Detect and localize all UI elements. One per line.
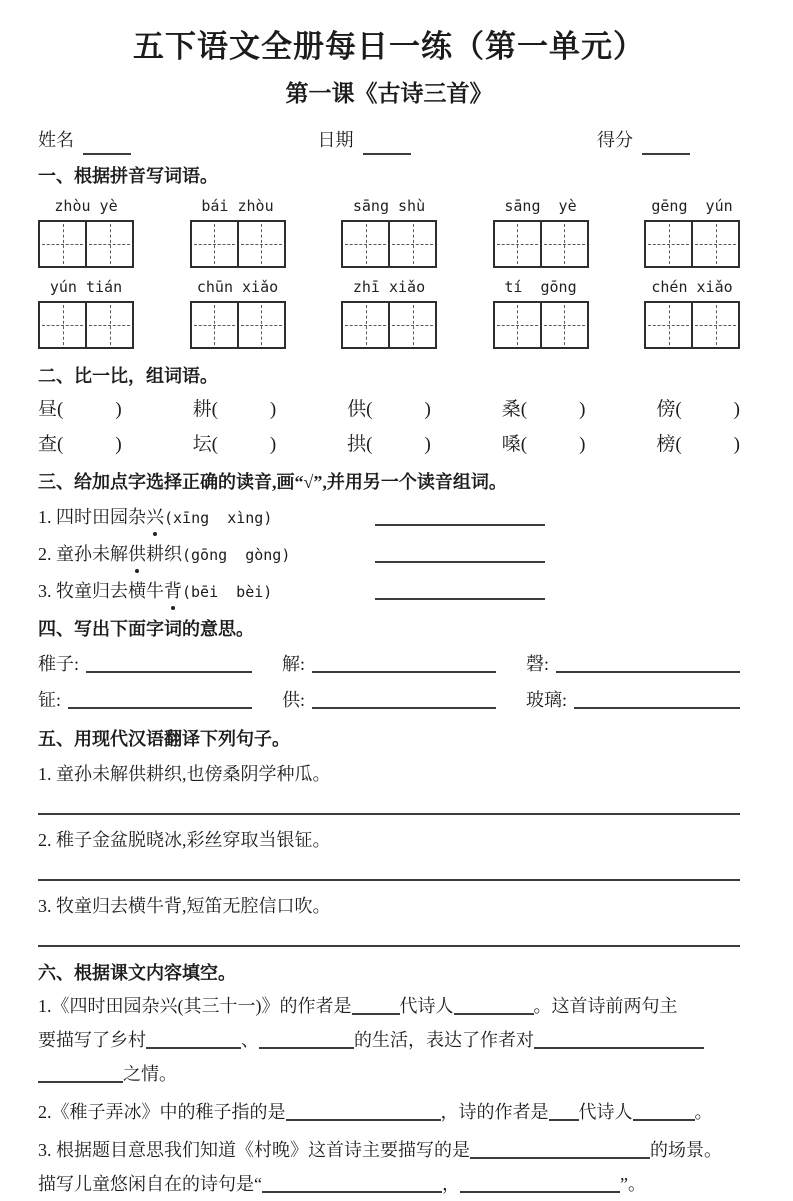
- fill-line: [38, 1133, 740, 1167]
- answer-blank[interactable]: [262, 1177, 442, 1193]
- compare-char: 嗓: [501, 434, 521, 455]
- open-paren: (: [366, 434, 373, 455]
- writing-grid[interactable]: [341, 301, 437, 349]
- section5-heading: 五、用现代汉语翻译下列句子。: [38, 729, 290, 749]
- definition-label: 供:: [282, 690, 306, 710]
- definition-cell: [38, 687, 252, 713]
- word-compare-cell: [193, 397, 277, 423]
- pronunciation-question-1: [38, 503, 740, 531]
- pinyin-grid-unit: [190, 277, 286, 349]
- fill-text: 的场景。: [650, 1140, 722, 1160]
- close-paren: ): [269, 434, 277, 455]
- writing-grid[interactable]: [38, 301, 134, 349]
- open-paren: (: [211, 399, 218, 420]
- answer-line[interactable]: [38, 879, 740, 881]
- fill-text: 。: [694, 1102, 713, 1122]
- definition-label: 钲:: [38, 690, 62, 710]
- translation-item-2: [38, 827, 740, 881]
- pronunciation-question-3: [38, 577, 740, 605]
- definition-cell: [282, 687, 496, 713]
- close-paren: ): [115, 399, 122, 420]
- pinyin-options: (gōng gòng): [182, 546, 291, 564]
- question-text: 童孙未解: [56, 544, 128, 564]
- pinyin-grid-unit: [38, 196, 134, 268]
- close-paren: ): [579, 399, 586, 420]
- compare-char: 桑: [501, 399, 521, 420]
- answer-blank[interactable]: [534, 1033, 704, 1049]
- word-compare-cell: [502, 432, 586, 458]
- answer-blank[interactable]: [375, 598, 545, 600]
- fill-text: 。这首诗前两句主: [533, 996, 678, 1016]
- compare-char: 供: [347, 399, 367, 420]
- definition-row-2: [38, 687, 740, 713]
- close-paren: ): [579, 434, 586, 455]
- sentence-text: 1. 童孙未解供耕织,也傍桑阴学种瓜。: [38, 764, 331, 784]
- compare-char: 耕: [192, 399, 212, 420]
- word-compare-cell: [347, 397, 431, 423]
- compare-char: 傍: [656, 399, 676, 420]
- pinyin-grid-unit: [644, 196, 740, 268]
- close-paren: ): [115, 434, 122, 455]
- fill-text: ，: [442, 1174, 460, 1194]
- compare-char: 坛: [192, 434, 212, 455]
- section1-heading: 一、根据拼音写词语。: [38, 166, 218, 186]
- word-compare-row-1: [38, 397, 740, 423]
- answer-blank[interactable]: [68, 707, 252, 709]
- section3-heading: 三、给加点字选择正确的读音,画“√”,并用另一个读音组词。: [38, 472, 507, 492]
- answer-blank[interactable]: [470, 1143, 650, 1159]
- definition-cell: [526, 687, 740, 713]
- fill-text: ”。: [620, 1174, 646, 1194]
- open-paren: (: [57, 399, 64, 420]
- answer-blank[interactable]: [352, 999, 400, 1015]
- writing-grid[interactable]: [644, 301, 740, 349]
- score-label: 得分: [597, 130, 633, 150]
- writing-grid[interactable]: [493, 301, 589, 349]
- pinyin-grid-unit: [341, 277, 437, 349]
- open-paren: (: [520, 399, 528, 420]
- fill-line: [38, 1167, 740, 1201]
- fill-line: [38, 1023, 740, 1057]
- compare-char: 昼: [38, 399, 58, 420]
- date-label: 日期: [317, 130, 354, 150]
- close-paren: ): [733, 434, 740, 455]
- word-compare-cell: [656, 432, 740, 458]
- writing-grid[interactable]: [493, 220, 589, 268]
- name-field: [38, 126, 131, 152]
- dotted-char: 供: [128, 540, 146, 568]
- open-paren: (: [675, 434, 682, 455]
- compare-char: 查: [38, 434, 58, 455]
- definition-label: 玻璃:: [526, 690, 568, 710]
- date-field: [318, 126, 411, 152]
- section6-heading: 六、根据课文内容填空。: [38, 963, 236, 983]
- fill-text: 要描写了乡村: [38, 1030, 146, 1050]
- pronunciation-question-2: [38, 540, 740, 568]
- fill-line: [38, 989, 740, 1023]
- writing-grid[interactable]: [644, 220, 740, 268]
- pinyin-grid-unit: [493, 277, 589, 349]
- close-paren: ): [424, 434, 431, 455]
- answer-blank[interactable]: [549, 1105, 579, 1121]
- name-label: 姓名: [38, 130, 74, 150]
- fill-text: 、: [241, 1030, 259, 1050]
- compare-char: 榜: [656, 434, 676, 455]
- open-paren: (: [211, 434, 218, 455]
- answer-blank[interactable]: [460, 1177, 620, 1193]
- definition-cell: [38, 651, 252, 677]
- open-paren: (: [675, 399, 682, 420]
- definition-cell: [526, 651, 740, 677]
- writing-grid[interactable]: [341, 220, 437, 268]
- word-compare-cell: [193, 432, 277, 458]
- answer-blank[interactable]: [312, 671, 496, 673]
- question-number: 3.: [38, 581, 56, 601]
- pinyin-label: zhòu yè: [54, 197, 118, 215]
- section2-heading: 二、比一比，组词语。: [38, 366, 218, 386]
- definition-cell: [282, 651, 496, 677]
- writing-grid[interactable]: [190, 220, 286, 268]
- answer-blank[interactable]: [312, 707, 496, 709]
- translation-item-3: [38, 893, 740, 947]
- close-paren: ): [269, 399, 277, 420]
- pinyin-grid-unit: [341, 196, 437, 268]
- pinyin-label: chūn xiǎo: [196, 278, 279, 296]
- question-number: 2.: [38, 544, 56, 564]
- page-subtitle: 第一课《古诗三首》: [285, 80, 493, 106]
- date-blank[interactable]: [363, 139, 411, 155]
- sentence-text: 3. 牧童归去横牛背,短笛无腔信口吹。: [38, 896, 331, 916]
- answer-blank[interactable]: [86, 671, 252, 673]
- answer-blank[interactable]: [38, 1067, 123, 1083]
- fill-text: 之情。: [123, 1064, 177, 1084]
- pinyin-grid-row-1: [38, 196, 740, 268]
- pinyin-grid-unit: [644, 277, 740, 349]
- compare-char: 拱: [347, 434, 367, 455]
- answer-blank[interactable]: [146, 1033, 241, 1049]
- word-compare-cell: [347, 432, 431, 458]
- close-paren: ): [424, 399, 431, 420]
- student-info-row: [38, 126, 740, 152]
- fill-line: [38, 1057, 740, 1091]
- question-text: 四时田园杂: [56, 507, 146, 527]
- open-paren: (: [57, 434, 64, 455]
- definition-row-1: [38, 651, 740, 677]
- pinyin-label: gēng yún: [651, 197, 733, 215]
- pinyin-label: yún tián: [49, 278, 123, 296]
- answer-line[interactable]: [38, 945, 740, 947]
- fill-text: 的生活，表达了作者对: [354, 1030, 534, 1050]
- word-compare-cell: [502, 397, 586, 423]
- fill-text: 2.《稚子弄冰》中的稚子指的是: [38, 1102, 286, 1122]
- answer-blank[interactable]: [375, 561, 545, 563]
- section4-heading: 四、写出下面字词的意思。: [38, 619, 254, 639]
- pinyin-grid-unit: [190, 196, 286, 268]
- translation-item-1: [38, 761, 740, 815]
- answer-blank[interactable]: [375, 524, 545, 526]
- answer-blank[interactable]: [556, 671, 740, 673]
- definition-label: 稚子:: [38, 654, 80, 674]
- answer-blank[interactable]: [259, 1033, 354, 1049]
- pinyin-grid-unit: [38, 277, 134, 349]
- fill-text: 1.《四时田园杂兴(其三十一)》的作者是: [38, 996, 352, 1016]
- dotted-char: 背: [164, 577, 182, 605]
- fill-text: 描写儿童悠闲自在的诗句是“: [38, 1174, 262, 1194]
- pinyin-label: chén xiǎo: [651, 278, 733, 296]
- definition-label: 解:: [282, 654, 306, 674]
- pinyin-label: zhī xiǎo: [352, 278, 426, 296]
- open-paren: (: [366, 399, 373, 420]
- answer-blank[interactable]: [574, 707, 740, 709]
- word-compare-cell: [656, 397, 740, 423]
- writing-grid[interactable]: [38, 220, 134, 268]
- close-paren: ): [733, 399, 740, 420]
- pinyin-label: bái zhòu: [201, 197, 274, 215]
- pinyin-label: sāng yè: [504, 197, 577, 215]
- writing-grid[interactable]: [190, 301, 286, 349]
- open-paren: (: [520, 434, 528, 455]
- word-compare-row-2: [38, 432, 740, 458]
- sentence-text: 2. 稚子金盆脱晓冰,彩丝穿取当银钲。: [38, 830, 331, 850]
- answer-blank[interactable]: [286, 1105, 441, 1121]
- fill-text: 代诗人: [399, 996, 454, 1016]
- definition-label: 磬:: [526, 654, 550, 674]
- question-text: 耕织: [146, 544, 182, 564]
- answer-line[interactable]: [38, 813, 740, 815]
- word-compare-cell: [38, 397, 122, 423]
- fill-line: [38, 1095, 740, 1129]
- score-field: [597, 126, 690, 152]
- question-number: 1.: [38, 507, 56, 527]
- word-compare-cell: [38, 432, 122, 458]
- fill-item-1: [38, 989, 740, 1091]
- fill-text: ，诗的作者是: [440, 1102, 549, 1122]
- question-text: 牧童归去横牛: [56, 581, 164, 601]
- pinyin-grid-row-2: [38, 277, 740, 349]
- pinyin-grid-unit: [493, 196, 589, 268]
- pinyin-options: (xīng xìng): [164, 509, 273, 527]
- fill-item-3: [38, 1133, 740, 1201]
- answer-blank[interactable]: [454, 999, 534, 1015]
- fill-text: 3. 根据题目意思我们知道《村晚》这首诗主要描写的是: [38, 1140, 470, 1160]
- fill-text: 代诗人: [578, 1102, 633, 1122]
- answer-blank[interactable]: [633, 1105, 695, 1121]
- score-blank[interactable]: [642, 139, 690, 155]
- name-blank[interactable]: [83, 139, 131, 155]
- fill-item-2: [38, 1095, 740, 1129]
- page-title: 五下语文全册每日一练（第一单元）: [133, 29, 645, 64]
- pinyin-label: sāng shù: [352, 197, 426, 215]
- dotted-char: 兴: [146, 503, 164, 531]
- pinyin-label: tí gōng: [504, 278, 577, 296]
- pinyin-options: (bēi bèi): [182, 583, 273, 601]
